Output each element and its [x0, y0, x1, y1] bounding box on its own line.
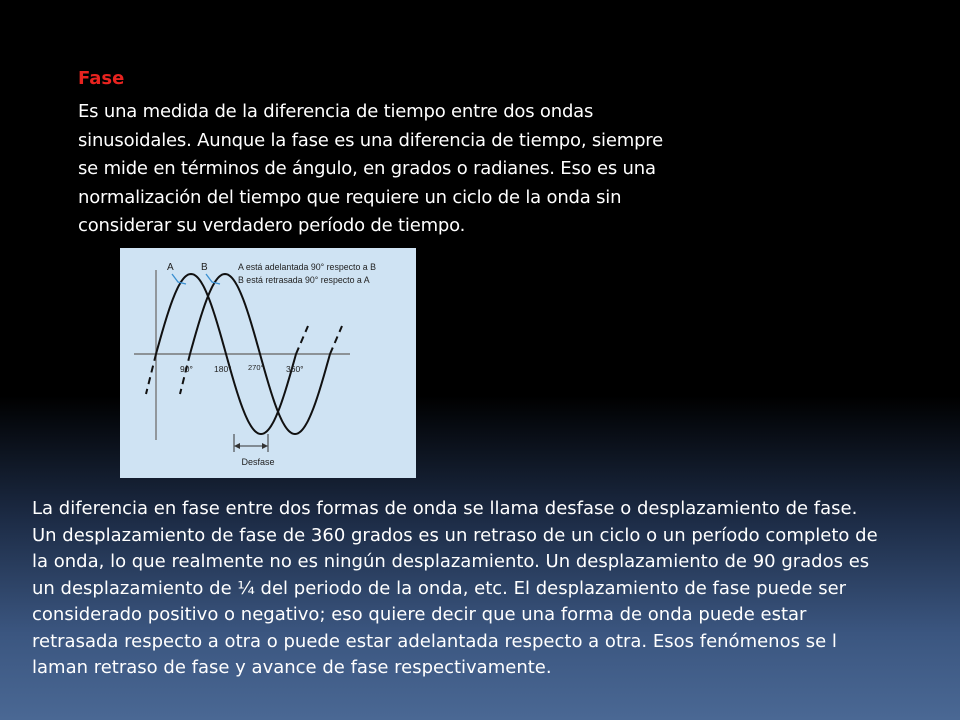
- body-line: laman retraso de fase y avance de fase respectivamente.: [32, 657, 552, 678]
- shift-label: Desfase: [241, 457, 275, 467]
- wave-a-dash-left: [146, 354, 156, 394]
- intro-paragraph: [78, 98, 758, 241]
- body-line: Un desplazamiento de fase de 360 grados es un retraso de un ciclo o un período completo de: [32, 524, 878, 546]
- wave-b-dash-right: [330, 326, 342, 354]
- wave-b-dash-left: [180, 354, 190, 394]
- slide-title: Fase: [78, 68, 125, 89]
- legend-line-1: A está adelantada 90° respecto a B: [238, 262, 377, 272]
- legend-line-2: B está retrasada 90° respecto a A: [238, 275, 370, 285]
- body-line: La diferencia en fase entre dos formas de onda se llama desfase o desplazamiento de fase.: [32, 498, 858, 519]
- body-paragraph: [32, 496, 947, 682]
- intro-line: considerar su verdadero período de tiempo.: [78, 215, 466, 236]
- intro-line: sinusoidales. Aunque la fase es una diferencia de tiempo, siempre: [78, 129, 663, 151]
- wave-b-label: B: [201, 262, 208, 273]
- body-line: un desplazamiento de ¼ del periodo de la onda, etc. El desplazamiento de fase puede ser: [32, 577, 847, 599]
- intro-line: se mide en términos de ángulo, en grados o radianes. Eso es una: [78, 158, 656, 179]
- intro-line: Es una medida de la diferencia de tiempo entre dos ondas: [78, 101, 594, 122]
- wave-a-label: A: [167, 262, 174, 273]
- tick-360: 360°: [286, 364, 304, 374]
- phase-diagram-svg: [120, 248, 416, 478]
- body-line: la onda, lo que realmente no es ningún desplazamiento. Un desplazamiento de 90 grados es: [32, 551, 870, 572]
- tick-180: 180°: [214, 364, 232, 374]
- body-line: considerado positivo o negativo; eso quiere decir que una forma de onda puede estar: [32, 604, 807, 625]
- phase-diagram: [120, 248, 416, 478]
- body-line: retrasada respecto a otra o puede estar adelantada respecto a otra. Esos fenómenos se l: [32, 630, 837, 652]
- tick-270: 270°: [248, 363, 264, 372]
- intro-line: normalización del tiempo que requiere un ciclo de la onda sin: [78, 186, 622, 208]
- shift-arrowhead-right: [262, 443, 268, 449]
- shift-arrowhead-left: [234, 443, 240, 449]
- wave-a-dash-right: [296, 326, 308, 354]
- tick-90: 90°: [180, 364, 193, 374]
